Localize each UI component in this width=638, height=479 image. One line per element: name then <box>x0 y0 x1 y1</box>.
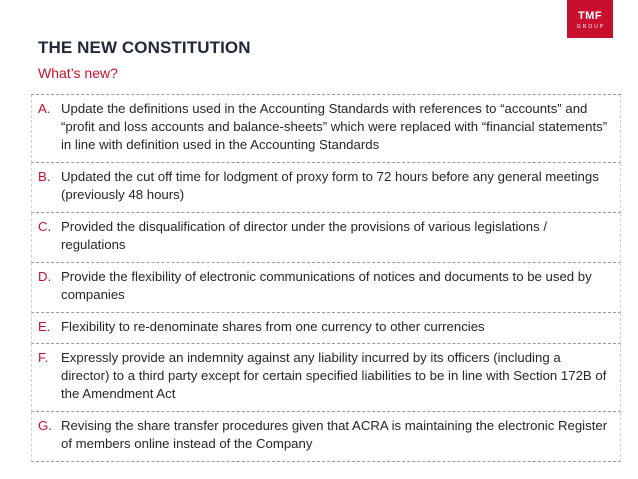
item-text: Flexibility to re-denominate shares from one currency to other currencies <box>61 319 485 334</box>
change-item-d <box>31 263 621 313</box>
item-text: Provide the flexibility of electronic communications of notices and documents to be used by companies <box>61 269 592 302</box>
tmf-group-logo <box>567 0 613 38</box>
item-text: Revising the share transfer procedures given that ACRA is maintaining the electronic Register of members online instead of the Company <box>61 418 608 451</box>
item-letter: E. <box>38 319 51 334</box>
item-text: Provided the disqualification of director under the provisions of various legislations / regulations <box>61 219 548 252</box>
item-letter: A. <box>38 101 51 116</box>
logo-subtext: GROUP <box>576 24 606 30</box>
logo-text: TMF <box>577 10 603 22</box>
item-letter: F. <box>38 350 49 365</box>
item-letter: C. <box>38 219 52 234</box>
change-item-a <box>31 95 621 163</box>
slide-title: THE NEW CONSTITUTION <box>38 38 251 57</box>
change-item-c <box>31 213 621 263</box>
item-text: Updated the cut off time for lodgment of proxy form to 72 hours before any general meetings (previously 48 hours) <box>61 169 599 202</box>
change-list <box>31 94 621 462</box>
change-item-f <box>31 344 621 412</box>
item-letter: D. <box>38 269 52 284</box>
slide-subtitle: What’s new? <box>38 65 118 81</box>
change-item-e <box>31 313 621 344</box>
item-letter: B. <box>38 169 51 184</box>
item-text: Update the definitions used in the Accounting Standards with references to “accounts” and “profit and loss accounts and balance-sheets” which were replaced with “financial statements” in line with definition used in the Accounting Standards <box>61 101 608 152</box>
item-letter: G. <box>38 418 52 433</box>
item-text: Expressly provide an indemnity against any liability incurred by its officers (including a director) to a third party except for certain specified liabilities to be in line with Section 172B of the Amendment Act <box>61 350 607 401</box>
change-item-b <box>31 163 621 213</box>
change-item-g <box>31 412 621 462</box>
